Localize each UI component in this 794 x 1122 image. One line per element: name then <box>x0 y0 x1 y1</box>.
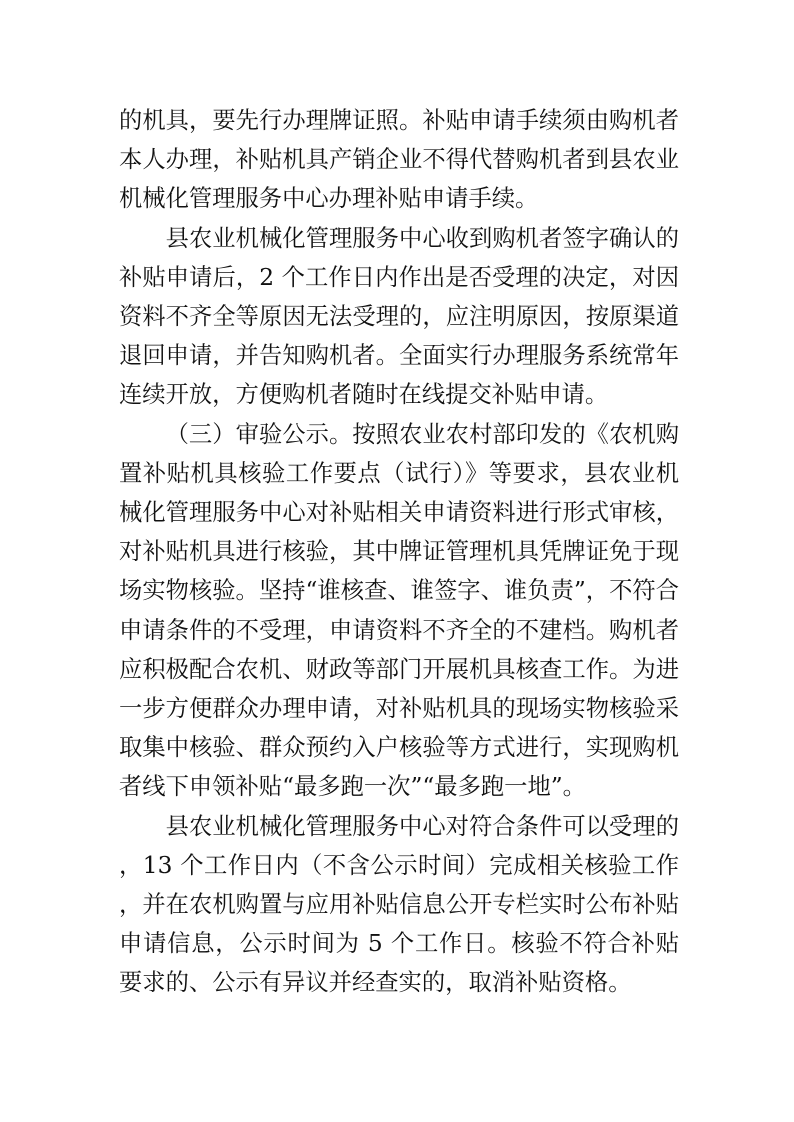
paragraph-continued-license-requirement: 的机具，要先行办理牌证照。补贴申请手续须由购机者本人办理，补贴机具产销企业不得代替购机者到县农业机械化管理服务中心办理补贴申请手续。 <box>119 107 679 213</box>
document-body <box>119 101 679 1003</box>
paragraph-application-acceptance: 县农业机械化管理服务中心收到购机者签字确认的补贴申请后，2 个工作日内作出是否受理的决定，对因资料不齐全等原因无法受理的，应注明原因，按原渠道退回申请，并告知购机者。全面实行办理服务系统常年连续开放，方便购机者随时在线提交补贴申请。 <box>119 224 679 409</box>
paragraph-verification-timeline: 县农业机械化管理服务中心对符合条件可以受理的，13 个工作日内（不含公示时间）完成相关核验工作，并在农机购置与应用补贴信息公开专栏实时公布补贴申请信息，公示时间为 5 个工作日。核验不符合补贴要求的、公示有异议并经查实的，取消补贴资格。 <box>119 812 679 997</box>
paragraph-review-and-publicity: （三）审验公示。按照农业农村部印发的《农机购置补贴机具核验工作要点（试行）》等要求，县农业机械化管理服务中心对补贴相关申请资料进行形式审核，对补贴机具进行核验，其中牌证管理机具凭牌证免于现场实物核验。坚持“谁核查、谁签字、谁负责”，不符合申请条件的不受理，申请资料不齐全的不建档。购机者应积极配合农机、财政等部门开展机具核查工作。为进一步方便群众办理申请，对补贴机具的现场实物核验采取集中核验、群众预约入户核验等方式进行，实现购机者线下申领补贴“最多跑一次”“最多跑一地”。 <box>119 420 679 801</box>
